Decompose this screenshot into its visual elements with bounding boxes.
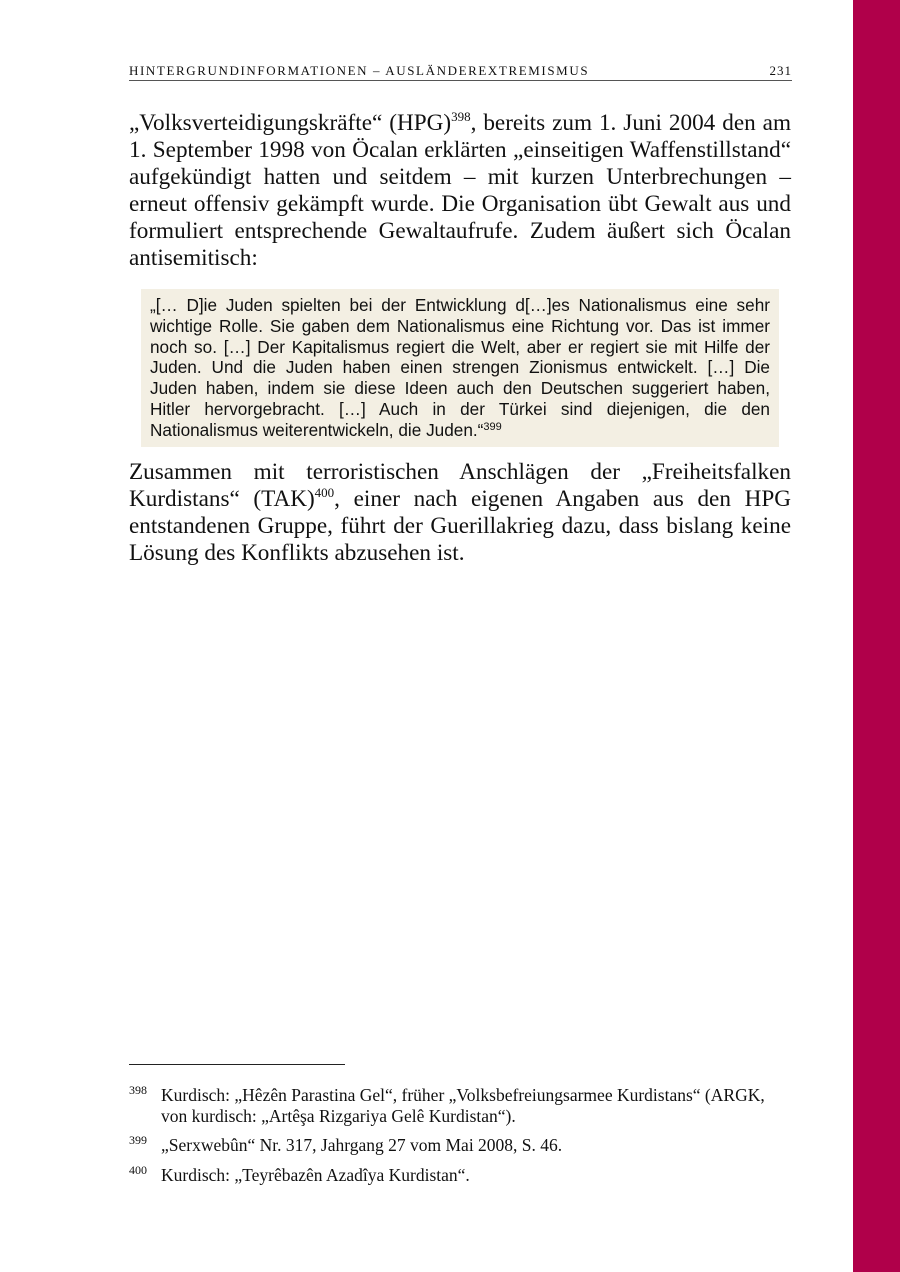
quote-text: „[… D]ie Juden spielten bei der Entwicklung d[…]es Nationalismus eine sehr wichtige Rolle. Sie gaben dem Nationalismus eine Richtung vor. Das ist immer noch so. […] Der Kapitalismus regiert die Welt, aber er regiert sie mit Hilfe der Juden. Und die Juden haben einen strengen Zionismus entwickelt. […] Die Juden haben, indem sie diese Ideen auch den Deutschen suggeriert haben, Hitler hervorgebracht. […] Auch in der Türkei sind diejenigen, die den Nationalismus weiterentwickeln, die Juden.“: [150, 295, 770, 440]
footnote-text: „Serxwebûn“ Nr. 317, Jahrgang 27 vom Mai 2008, S. 46.: [161, 1135, 563, 1155]
footnote-ref[interactable]: 398: [451, 109, 471, 124]
footnote: [129, 1135, 791, 1156]
block-quote: [141, 289, 779, 447]
footnote: [129, 1085, 791, 1127]
page-number: 231: [769, 63, 792, 78]
footnote-ref[interactable]: 399: [483, 420, 502, 433]
footnote-number: 398: [129, 1083, 147, 1097]
paragraph-text: „Volksverteidigungskräfte“ (HPG): [129, 110, 452, 136]
footnote-number: 400: [129, 1163, 147, 1177]
footnote-number: 399: [129, 1133, 147, 1147]
paragraph-text: Zusammen mit terroristischen Anschlägen der „Freiheitsfalken Kurdistans“ (TAK): [129, 459, 791, 512]
page-edge-color-bar: [853, 0, 900, 1272]
paragraph-text: , einer nach eigenen Angaben aus den HPG entstandenen Gruppe, führt der Guerillakrieg dazu, dass bislang keine Lösung des Konflikts abzusehen ist.: [129, 486, 791, 566]
footnote-text: Kurdisch: „Teyrêbazên Azadîya Kurdistan“.: [161, 1165, 470, 1185]
footnote-divider: [129, 1064, 345, 1065]
running-header: [129, 62, 792, 81]
paragraph-text: , bereits zum 1. Juni 2004 den am 1. September 1998 von Öcalan erklärten „einseitigen Waffenstillstand“ aufgekündigt hatten und seitdem – mit kurzen Unterbrechungen – erneut offensiv gekämpft wurde. Die Organisation übt Gewalt aus und formuliert entsprechende Gewaltaufrufe. Zudem äußert sich Öcalan antisemitisch:: [129, 110, 791, 271]
paragraph-2: [129, 459, 791, 567]
paragraph-1: [129, 110, 791, 272]
header-title: HINTERGRUNDINFORMATIONEN – AUSLÄNDEREXTREMISMUS: [129, 63, 590, 78]
footnote-text: Kurdisch: „Hêzên Parastina Gel“, früher „Volksbefreiungsarmee Kurdistans“ (ARGK, von kurdisch: „Artêşa Rizgariya Gelê Kurdistan“).: [161, 1085, 765, 1126]
footnote: [129, 1165, 791, 1186]
footnote-ref[interactable]: 400: [314, 485, 335, 500]
